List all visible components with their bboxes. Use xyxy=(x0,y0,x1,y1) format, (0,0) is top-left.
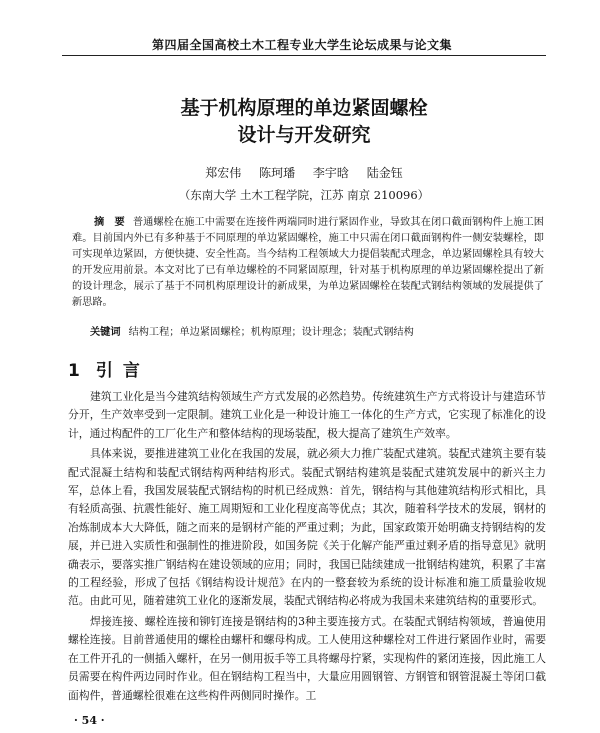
keywords-label: 关键词 xyxy=(90,327,121,338)
paragraph: 焊接连接、螺栓连接和铆钉连接是钢结构的3种主要连接方式。在装配式钢结构领域，普遍使用螺栓连接。目前普通使用的螺栓由螺杆和螺母构成。工人使用这种螺栓对工件进行紧固作业时，需要在工件开孔的一侧插入螺杆，在另一侧用扳手等工具将螺母拧紧，实现构件的紧闭连接，因此施工人员需要在构件两边同时作业。但在钢结构工程当中，大量应用圆钢管、方钢管和钢管混凝土等闭口截面构件，普通螺栓很难在这些构件两侧同时操作。工 xyxy=(68,614,546,702)
title-line-1: 基于机构原理的单边紧固螺栓 xyxy=(180,97,428,119)
section-heading xyxy=(68,356,150,381)
paragraph: 建筑工业化是当今建筑结构领域生产方式发展的必然趋势。传统建筑生产方式将设计与建造环节分开，生产效率受到一定限制。建筑工业化是一种设计施工一体化的生产方式，它实现了标准化的设计，通过构配件的工厂化生产和整体结构的现场装配，极大提高了建筑生产效率。 xyxy=(68,390,546,440)
section-title: 引言 xyxy=(95,361,150,381)
author-name: 陈珂璠 xyxy=(259,166,296,180)
author-name: 陆金钰 xyxy=(366,166,403,180)
section-number: 1 xyxy=(68,361,80,381)
author-name: 郑宏伟 xyxy=(205,166,242,180)
body-text xyxy=(68,388,546,705)
running-head: 第四届全国高校土木工程专业大学生论坛成果与论文集 xyxy=(151,38,452,52)
keywords-text: 结构工程；单边紧固螺栓；机构原理；设计理念；装配式钢结构 xyxy=(128,327,414,338)
author-name: 李宇晗 xyxy=(312,166,349,180)
page-number: · 54 · xyxy=(74,714,105,727)
paper-title xyxy=(62,95,546,149)
author-list xyxy=(62,164,546,181)
paragraph: 具体来说，要推进建筑工业化在我国的发展，就必须大力推广装配式建筑。装配式建筑主要有装配式混凝土结构和装配式钢结构两种结构形式。装配式钢结构建筑是装配式建筑发展中的新兴主力军，总体上看，我国发展装配式钢结构的时机已经成熟：首先，钢结构与其他建筑结构形式相比，具有轻质高强、抗震性能好、施工周期短和工业化程度高等优点；其次，随着科学技术的发展，钢材的冶炼制成本大大降低，随之而来的是钢材产能的严重过剩；为此，国家政策开始明确支持钢结构的发展，并已进入实质性和强制性的推进阶段，如国务院《关于化解产能严重过剩矛盾的指导意见》就明确表示，要落实推广钢结构在建设领域的应用；同时，我国已陆续建成一批钢结构建筑，积累了丰富的工程经验，形成了包括《钢结构设计规范》在内的一整套较为系统的设计标准和施工质量验收规范。由此可见，随着建筑工业化的逐渐发展，装配式钢结构必将成为我国未来建筑结构的重要形式。 xyxy=(68,447,546,608)
affiliation: （东南大学 土木工程学院，江苏 南京 210096） xyxy=(178,188,430,202)
abstract-label: 摘 要 xyxy=(94,217,125,228)
abstract xyxy=(72,215,544,311)
header-rule xyxy=(62,55,546,56)
abstract-text: 普通螺栓在施工中需要在连接件两端同时进行紧固作业，导致其在闭口截面钢构件上施工困难。目前国内外已有多种基于不同原理的单边紧固螺栓，施工中只需在闭口截面钢构件一侧安装螺栓，即可实现单边紧固，方便快捷、安全性高。当今结构工程领域大力提倡装配式理念，单边紧固螺栓具有较大的开发应用前景。本文对比了已有单边螺栓的不同紧固原理，针对基于机构原理的单边紧固螺栓提出了新的设计理念，展示了基于不同机构原理设计的新成果，为单边紧固螺栓在装配式钢结构领域的发展提供了新思路。 xyxy=(72,217,544,308)
title-line-2: 设计与开发研究 xyxy=(237,124,371,146)
keywords xyxy=(72,325,544,341)
